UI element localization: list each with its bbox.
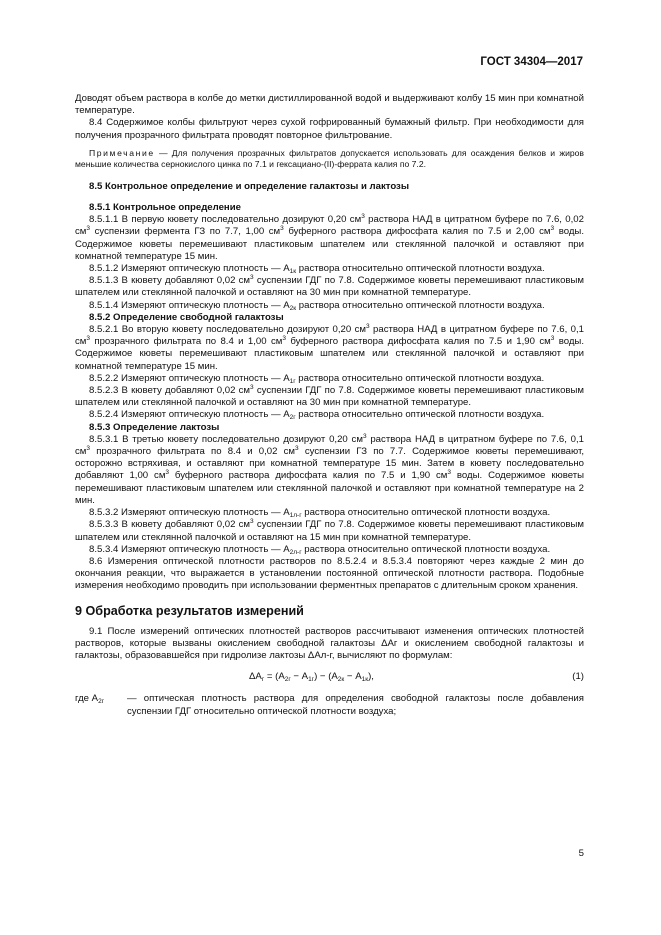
paragraph-8-4: 8.4 Содержимое колбы фильтруют через сухой гофрированный бумажный фильтр. При необходимости для получения прозрачного фильтрата проводят повторное фильтрование. (75, 117, 584, 141)
paragraph-8-5-1-1: 8.5.1.1 В первую кювету последовательно дозируют 0,20 $см^3$ раствора НАД в цитратном буфере по 7.6, 0,02 $см^3$ суспензии фермента ГЗ по 7.7, 1,00 $см^3$ буферного раствора дифосфата калия по 7.5 и 2,00 $см^3$ воды. Содержимое кюветы перемешивают пластиковым шпателем или стеклянной палочкой и оставляют при комнатной температуре 15 мин. (75, 213, 584, 262)
page-number: 5 (578, 848, 584, 859)
paragraph-8-5-2-4: 8.5.2.4 Измеряют оптическую плотность — $А_{2г}$ раствора относительно оптической плотности воздуха. (89, 409, 545, 422)
standard-header: ГОСТ 34304—2017 (480, 56, 583, 68)
formula-expression: $\Delta А_г = (А_{2г} - А_{1г}) - (А_{2к} - А_{1к})$, (249, 671, 374, 684)
paragraph-8-5-1-4: 8.5.1.4 Измеряют оптическую плотность — $А_{2к}$ раствора относительно оптической плотности воздуха. (89, 299, 545, 312)
where-symbol: где $А_{2г}$ (75, 693, 105, 706)
paragraph-8-6: 8.6 Измерения оптической плотности растворов по 8.5.2.4 и 8.5.3.4 повторяют через каждые 2 мин до окончания реакции, что выражается в установлении постоянной оптической плотности раствора. Подобные измерения необходимо проводить при использовании ферментных препаратов с длительным сроком хранения. (75, 555, 584, 592)
note (75, 148, 584, 170)
note-text: — Для получения прозрачных фильтратов допускается использовать для осаждения белков и жиров меньшие количества сернокислого цинка по 7.1 и гексациано-(II)-феррата калия по 7.2. (75, 147, 584, 169)
paragraph-8-5-3-2: 8.5.3.2 Измеряют оптическую плотность — $А_{1л-г}$ раствора относительно оптической плотности воздуха. (89, 507, 551, 520)
paragraph-8-5-3-3: 8.5.3.3 В кювету добавляют 0,02 $см^3$ суспензии ГДГ по 7.8. Содержимое кюветы перемешивают пластиковым шпателем или стеклянной палочкой и оставляют на 15 мин при комнатной температуре. (75, 518, 585, 543)
where-clause (75, 693, 584, 717)
paragraph-8-5-3-1: 8.5.3.1 В третью кювету последовательно дозируют 0,20 $см^3$ раствора НАД в цитратном буфере по 7.6, 0,1 $см^3$ прозрачного фильтрата по 8.4 и 0,02 $см^3$ суспензии ГЗ по 7.7. Содержимое кюветы перемешивают, осторожно встряхивая, и оставляют при комнатной температуре 15 мин. Затем в кювету последовательно добавляют 1,00 $см^3$ буферного раствора дифосфата калия по 7.5 и 1,90 $см^3$ воды. Содержимое кюветы перемешивают пластиковым шпателем или стеклянной палочкой и оставляют при комнатной температуре на 2 мин. (75, 432, 585, 506)
heading-8-5-3: 8.5.3 Определение лактозы (89, 421, 220, 433)
paragraph-9-1: 9.1 После измерений оптических плотностей растворов рассчитывают изменения оптических плотностей растворов, которые вызваны окислением свободной галактозы ΔАг и окислением свободной галактозы и галактозы, образовавшейся при гидролизе лактозы ΔАл-г, вычисляют по формулам: (75, 625, 584, 662)
paragraph-8-5-1-3: 8.5.1.3 В кювету добавляют 0,02 $см^3$ суспензии ГДГ по 7.8. Содержимое кюветы перемешивают пластиковым шпателем или стеклянной палочкой и оставляют на 30 мин при комнатной температуре. (75, 274, 585, 299)
page-content (75, 93, 584, 718)
heading-8-5-1: 8.5.1 Контрольное определение (89, 202, 241, 214)
paragraph-8-5-2-1: 8.5.2.1 Во вторую кювету последовательно дозируют 0,20 $см^3$ раствора НАД в цитратном буфере по 7.6, 0,1 $см^3$ прозрачного фильтрата по 8.4 и 1,00 $см^3$ буферного раствора дифосфата калия по 7.5 и 1,90 $см^3$ воды. Содержимое кюветы перемешивают пластиковым шпателем или стеклянной палочкой и оставляют при комнатной температуре 15 мин. (75, 323, 585, 372)
heading-8-5-2: 8.5.2 Определение свободной галактозы (89, 311, 284, 323)
formula-1 (75, 671, 584, 685)
paragraph-8-5-2-2: 8.5.2.2 Измеряют оптическую плотность — $А_{1г}$ раствора относительно оптической плотности воздуха. (89, 372, 545, 385)
where-definition: — оптическая плотность раствора для определения свободной галактозы после добавления суспензии ГДГ относительно оптической плотности воздуха; (127, 693, 584, 717)
note-label: Примечание (89, 147, 155, 158)
heading-8-5: 8.5 Контрольное определение и определение галактозы и лактозы (89, 180, 410, 192)
paragraph-top: Доводят объем раствора в колбе до метки дистиллированной водой и выдерживают колбу 15 мин при комнатной температуре. (75, 93, 584, 117)
paragraph-8-5-3-4: 8.5.3.4 Измеряют оптическую плотность — $А_{2л-г}$ раствора относительно оптической плотности воздуха. (89, 543, 551, 556)
formula-number: (1) (572, 671, 584, 683)
heading-section-9: 9 Обработка результатов измерений (75, 603, 304, 618)
paragraph-8-5-2-3: 8.5.2.3 В кювету добавляют 0,02 $см^3$ суспензии ГДГ по 7.8. Содержимое кюветы перемешивают пластиковым шпателем или стеклянной палочкой и оставляют на 30 мин при комнатной температуре. (75, 384, 585, 409)
paragraph-8-5-1-2: 8.5.1.2 Измеряют оптическую плотность — $А_{1к}$ раствора относительно оптической плотности воздуха. (89, 263, 545, 276)
